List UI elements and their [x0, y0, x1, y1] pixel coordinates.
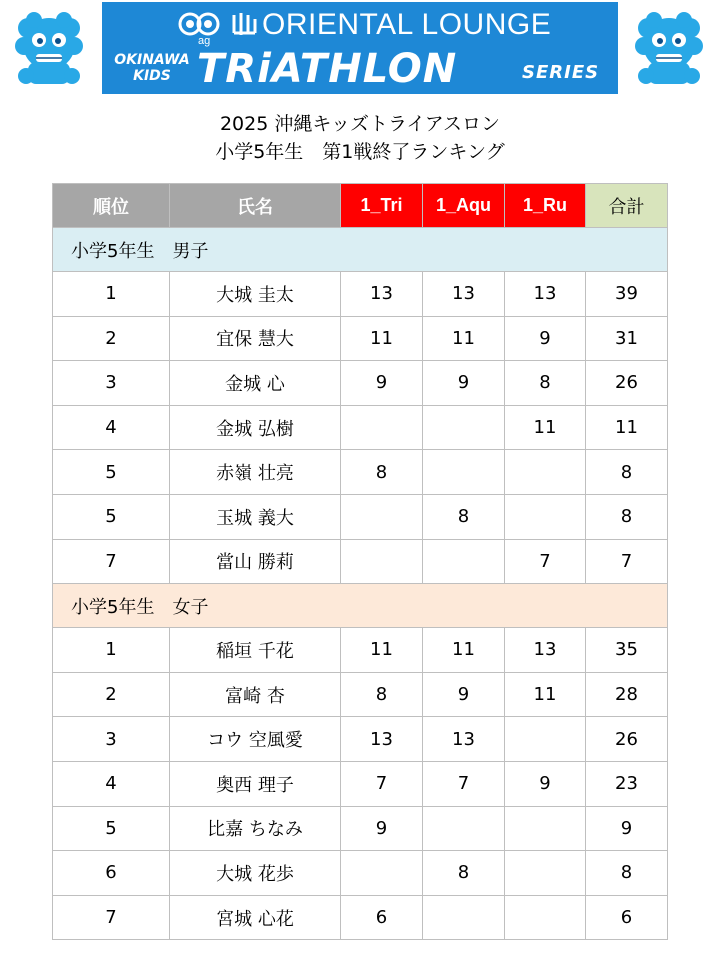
- tri-cell: [341, 405, 423, 450]
- shisa-mascot-icon: [14, 10, 84, 88]
- brand-text: ORIENTAL LOUNGE: [262, 8, 552, 41]
- aqu-cell: [423, 806, 505, 851]
- name-cell: コウ 空風愛: [170, 717, 341, 762]
- name-cell: 大城 花歩: [170, 851, 341, 896]
- total-cell: 7: [586, 539, 668, 584]
- table-row: [53, 761, 668, 806]
- total-cell: 8: [586, 851, 668, 896]
- tri-cell: [341, 539, 423, 584]
- rank-cell: 6: [53, 851, 170, 896]
- name-cell: 赤嶺 壮亮: [170, 450, 341, 495]
- table-row: [53, 494, 668, 539]
- aqu-cell: 11: [423, 628, 505, 673]
- total-cell: 9: [586, 806, 668, 851]
- name-cell: 奥西 理子: [170, 761, 341, 806]
- name-cell: 比嘉 ちなみ: [170, 806, 341, 851]
- name-cell: 金城 心: [170, 361, 341, 406]
- header-run: 1_Ru: [505, 184, 586, 228]
- tri-cell: 7: [341, 761, 423, 806]
- name-cell: 富崎 杏: [170, 672, 341, 717]
- table-row: [53, 717, 668, 762]
- header-total: 合計: [586, 184, 668, 228]
- rank-cell: 3: [53, 361, 170, 406]
- name-cell: 宮城 心花: [170, 895, 341, 940]
- run-cell: 11: [505, 405, 586, 450]
- aqu-cell: 13: [423, 272, 505, 317]
- name-cell: 大城 圭太: [170, 272, 341, 317]
- page-title: 2025 沖縄キッズトライアスロン: [219, 113, 501, 135]
- rank-cell: 1: [53, 628, 170, 673]
- rank-cell: 3: [53, 717, 170, 762]
- aqu-cell: [423, 405, 505, 450]
- rank-cell: 4: [53, 761, 170, 806]
- aqu-cell: [423, 539, 505, 584]
- name-cell: 玉城 義大: [170, 494, 341, 539]
- aqu-cell: 8: [423, 494, 505, 539]
- table-row: [53, 672, 668, 717]
- rank-cell: 1: [53, 272, 170, 317]
- run-cell: [505, 494, 586, 539]
- ranking-table: [52, 183, 668, 940]
- aqu-cell: [423, 450, 505, 495]
- rank-cell: 7: [53, 895, 170, 940]
- logo-small-text: ag: [198, 35, 211, 47]
- triathlon-text: TRiATHLON: [197, 46, 458, 92]
- run-cell: 7: [505, 539, 586, 584]
- run-cell: 13: [505, 272, 586, 317]
- table-row: [53, 628, 668, 673]
- rank-cell: 4: [53, 405, 170, 450]
- header-name: 氏名: [170, 184, 341, 228]
- category-label: 小学5年生 女子: [53, 584, 668, 628]
- aqu-cell: [423, 895, 505, 940]
- tri-cell: 6: [341, 895, 423, 940]
- aqu-cell: 8: [423, 851, 505, 896]
- header-rank: 順位: [53, 184, 170, 228]
- aqu-cell: 11: [423, 316, 505, 361]
- category-label: 小学5年生 男子: [53, 228, 668, 272]
- total-cell: 8: [586, 494, 668, 539]
- total-cell: 23: [586, 761, 668, 806]
- aqu-cell: 13: [423, 717, 505, 762]
- table-row: [53, 450, 668, 495]
- aqu-cell: 9: [423, 361, 505, 406]
- run-cell: 9: [505, 761, 586, 806]
- total-cell: 26: [586, 717, 668, 762]
- run-cell: 8: [505, 361, 586, 406]
- category-row-girls: [53, 584, 668, 628]
- rank-cell: 5: [53, 806, 170, 851]
- run-cell: [505, 717, 586, 762]
- aqu-cell: 7: [423, 761, 505, 806]
- aqu-cell: 9: [423, 672, 505, 717]
- tri-cell: 13: [341, 717, 423, 762]
- table-row: [53, 806, 668, 851]
- header-aqu: 1_Aqu: [423, 184, 505, 228]
- page-subtitle: 小学5年生 第1戦終了ランキング: [215, 141, 505, 163]
- rank-cell: 5: [53, 494, 170, 539]
- tri-cell: 11: [341, 316, 423, 361]
- run-cell: 9: [505, 316, 586, 361]
- table-row: [53, 361, 668, 406]
- rank-cell: 2: [53, 316, 170, 361]
- okinawa-kids-label: [112, 52, 192, 84]
- run-cell: [505, 895, 586, 940]
- rank-cell: 5: [53, 450, 170, 495]
- table-row: [53, 316, 668, 361]
- okinawa-text: OKINAWA: [114, 52, 190, 68]
- tri-cell: 8: [341, 450, 423, 495]
- run-cell: [505, 851, 586, 896]
- tri-cell: 9: [341, 361, 423, 406]
- shisa-mascot-icon: [634, 10, 704, 88]
- tri-cell: 13: [341, 272, 423, 317]
- table-row: [53, 272, 668, 317]
- name-cell: 稲垣 千花: [170, 628, 341, 673]
- tri-cell: [341, 494, 423, 539]
- table-row: [53, 539, 668, 584]
- table-header-row: [53, 184, 668, 228]
- table-row: [53, 895, 668, 940]
- tri-cell: 9: [341, 806, 423, 851]
- rank-cell: 7: [53, 539, 170, 584]
- rank-cell: 2: [53, 672, 170, 717]
- category-row-boys: [53, 228, 668, 272]
- total-cell: 35: [586, 628, 668, 673]
- event-banner: [102, 2, 618, 94]
- total-cell: 6: [586, 895, 668, 940]
- tri-cell: [341, 851, 423, 896]
- tri-cell: 11: [341, 628, 423, 673]
- run-cell: [505, 450, 586, 495]
- series-text: SERIES: [522, 62, 600, 83]
- header-tri: 1_Tri: [341, 184, 423, 228]
- run-cell: 13: [505, 628, 586, 673]
- total-cell: 39: [586, 272, 668, 317]
- lounge-symbol-icon: [230, 11, 258, 37]
- table-row: [53, 405, 668, 450]
- total-cell: 11: [586, 405, 668, 450]
- run-cell: 11: [505, 672, 586, 717]
- total-cell: 31: [586, 316, 668, 361]
- brand-name: [230, 8, 551, 42]
- name-cell: 宜保 慧大: [170, 316, 341, 361]
- tri-cell: 8: [341, 672, 423, 717]
- total-cell: 26: [586, 361, 668, 406]
- name-cell: 金城 弘樹: [170, 405, 341, 450]
- name-cell: 當山 勝莉: [170, 539, 341, 584]
- total-cell: 8: [586, 450, 668, 495]
- run-cell: [505, 806, 586, 851]
- table-row: [53, 851, 668, 896]
- total-cell: 28: [586, 672, 668, 717]
- kids-text: KIDS: [133, 68, 171, 84]
